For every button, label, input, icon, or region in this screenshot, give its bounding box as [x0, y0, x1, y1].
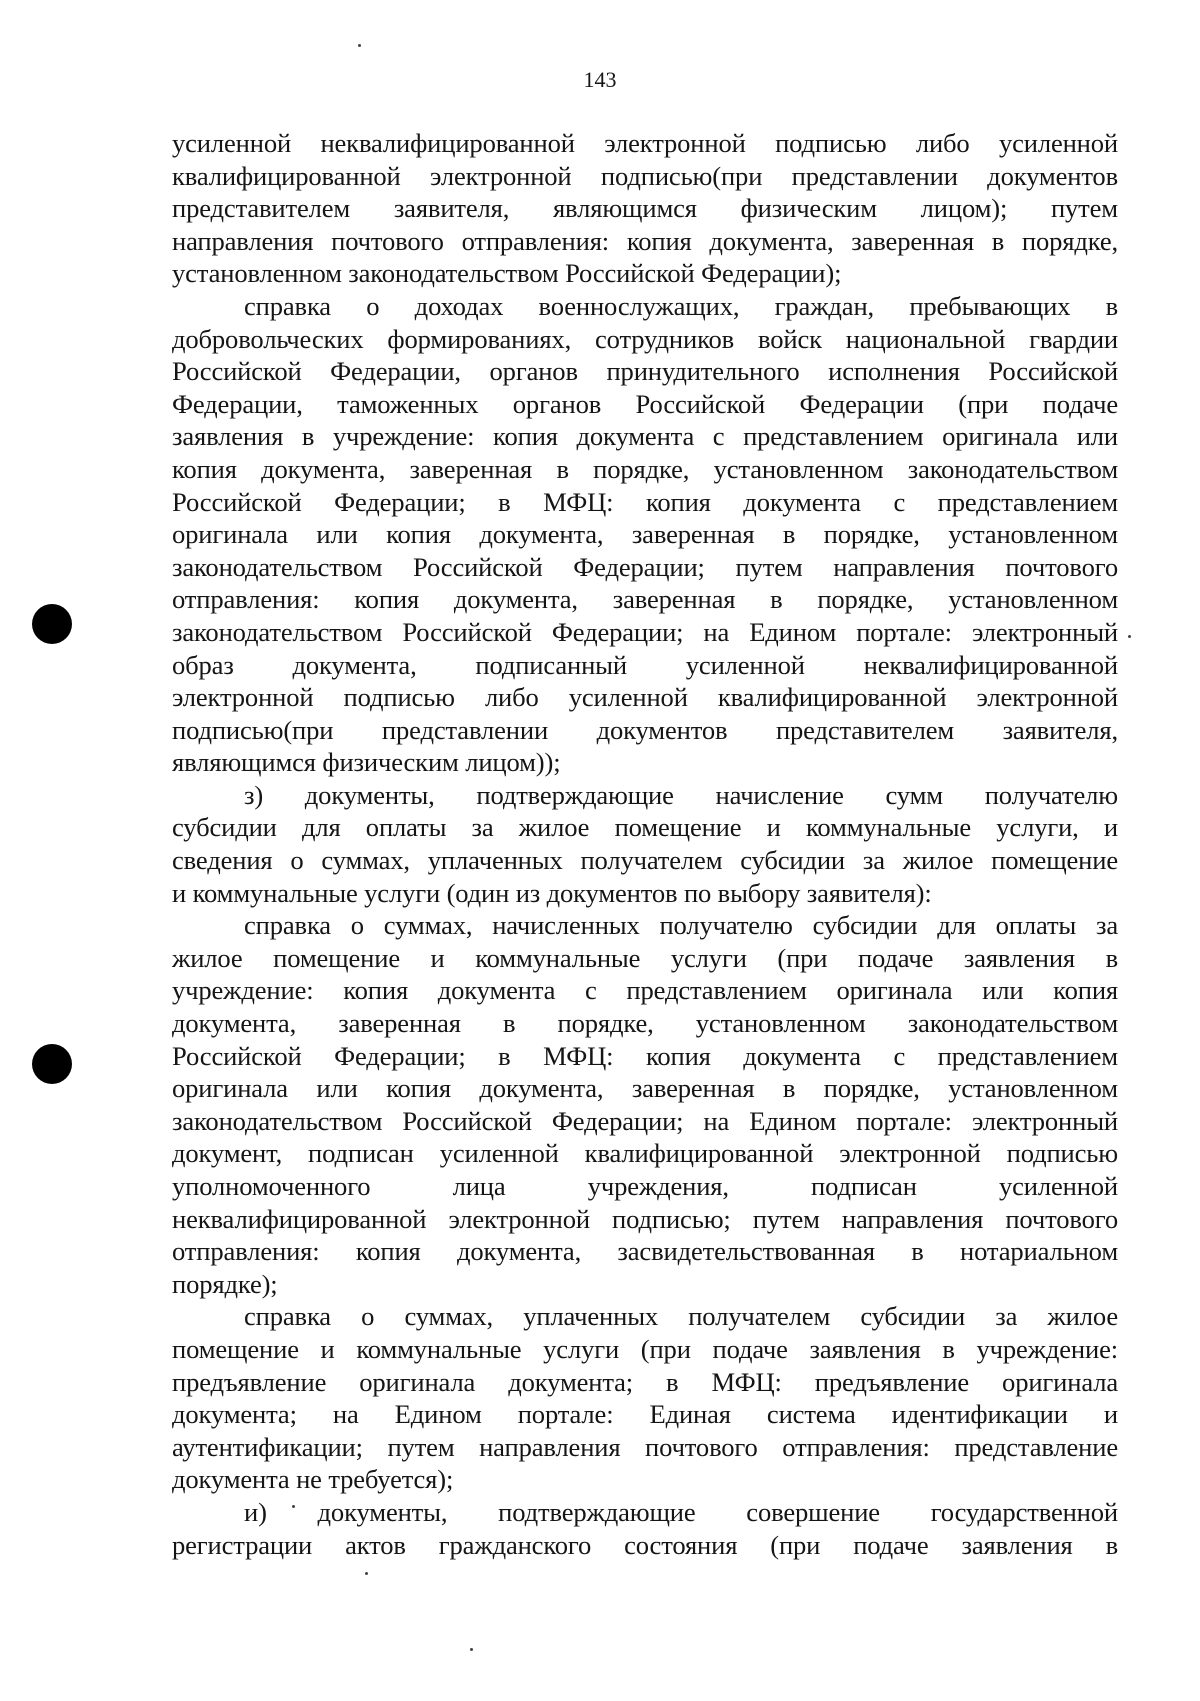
paragraph-p4: [172, 909, 1118, 1300]
text-line: уполномоченного лица учреждения, подписан усиленной: [172, 1171, 1118, 1201]
scan-speck: [358, 44, 361, 47]
text-line: и) документы, подтверждающие совершение государственной: [244, 1496, 1118, 1527]
text-line: и коммунальные услуги (один из документов по выбору заявителя):: [172, 877, 932, 908]
text-line: подписью(при представлении документов представителем заявителя,: [172, 714, 1118, 745]
paragraph-p3: [172, 779, 1118, 909]
text-line: субсидии для оплаты за жилое помещение и коммунальные услуги, и: [172, 812, 1118, 843]
text-line: неквалифицированной электронной подписью; путем направления почтового: [172, 1203, 1118, 1234]
text-line: Федерации, таможенных органов Российской Федерации (при подаче: [172, 388, 1118, 419]
text-line: представителем заявителя, являющимся физическим лицом); путем: [172, 193, 1118, 224]
text-line: законодательством Российской Федерации; на Едином портале: электронный: [172, 616, 1118, 647]
text-line: учреждение: копия документа с представлением оригинала или копия: [172, 975, 1118, 1006]
paragraph-p5: [172, 1300, 1118, 1496]
text-line: аутентификации; путем направления почтового отправления: представление: [172, 1431, 1118, 1462]
text-line: отправления: копия документа, засвидетельствованная в нотариальном: [172, 1236, 1118, 1267]
page-number: 143: [583, 67, 617, 92]
text-line: отправления: копия документа, заверенная в порядке, установленном: [172, 584, 1118, 615]
scan-speck: [470, 1648, 473, 1651]
scan-speck: [365, 1572, 368, 1575]
text-line: заявления в учреждение: копия документа с представлением оригинала или: [172, 421, 1118, 452]
binder-hole-mark: [32, 604, 72, 644]
text-line: усиленной неквалифицированной электронной подписью либо усиленной: [172, 128, 1118, 158]
text-line: документа, заверенная в порядке, установленном законодательством: [172, 1008, 1118, 1039]
text-line: сведения о суммах, уплаченных получателем субсидии за жилое помещение: [172, 845, 1118, 876]
text-line: образ документа, подписанный усиленной неквалифицированной: [172, 649, 1118, 680]
text-line: справка о суммах, начисленных получателю субсидии для оплаты за: [244, 910, 1118, 941]
text-line: документа не требуется);: [172, 1464, 454, 1495]
paragraph-p6: [172, 1496, 1118, 1561]
text-line: законодательством Российской Федерации; на Едином портале: электронный: [172, 1105, 1118, 1136]
text-line: регистрации актов гражданского состояния (при подаче заявления в: [172, 1529, 1118, 1560]
text-line: оригинала или копия документа, заверенная в порядке, установленном: [172, 1073, 1118, 1104]
text-line: законодательством Российской Федерации; путем направления почтового: [172, 551, 1118, 582]
text-line: порядке);: [172, 1268, 278, 1299]
paragraph-p2: [172, 290, 1118, 779]
text-line: Российской Федерации; в МФЦ: копия документа с представлением: [172, 486, 1118, 517]
text-line: з) документы, подтверждающие начисление сумм получателю: [244, 779, 1118, 810]
text-line: справка о доходах военнослужащих, граждан, пребывающих в: [244, 290, 1118, 321]
text-line: копия документа, заверенная в порядке, установленном законодательством: [172, 453, 1118, 484]
binder-hole-mark: [32, 1044, 72, 1084]
text-line: являющимся физическим лицом));: [172, 747, 561, 778]
text-line: оригинала или копия документа, заверенная в порядке, установленном: [172, 519, 1118, 550]
text-line: Российской Федерации; в МФЦ: копия документа с представлением: [172, 1040, 1118, 1071]
text-line: справка о суммах, уплаченных получателем субсидии за жилое: [244, 1301, 1118, 1332]
text-line: документа; на Едином портале: Единая система идентификации и: [172, 1399, 1118, 1430]
text-line: добровольческих формированиях, сотрудников войск национальной гвардии: [172, 323, 1118, 354]
text-line: электронной подписью либо усиленной квалифицированной электронной: [172, 682, 1118, 713]
text-line: направления почтового отправления: копия документа, заверенная в порядке,: [172, 225, 1118, 256]
text-line: жилое помещение и коммунальные услуги (при подаче заявления в: [172, 942, 1118, 973]
text-line: предъявление оригинала документа; в МФЦ: предъявление оригинала: [172, 1366, 1118, 1397]
scan-speck: [1128, 635, 1131, 638]
document-body: [172, 127, 1118, 1561]
text-line: документ, подписан усиленной квалифицированной электронной подписью: [172, 1138, 1118, 1169]
paragraph-p1: [172, 127, 1118, 290]
text-line: установленном законодательством Российской Федерации);: [172, 258, 842, 289]
text-line: Российской Федерации, органов принудительного исполнения Российской: [172, 356, 1118, 387]
text-line: помещение и коммунальные услуги (при подаче заявления в учреждение:: [172, 1333, 1118, 1364]
text-line: квалифицированной электронной подписью(при представлении документов: [172, 160, 1118, 191]
